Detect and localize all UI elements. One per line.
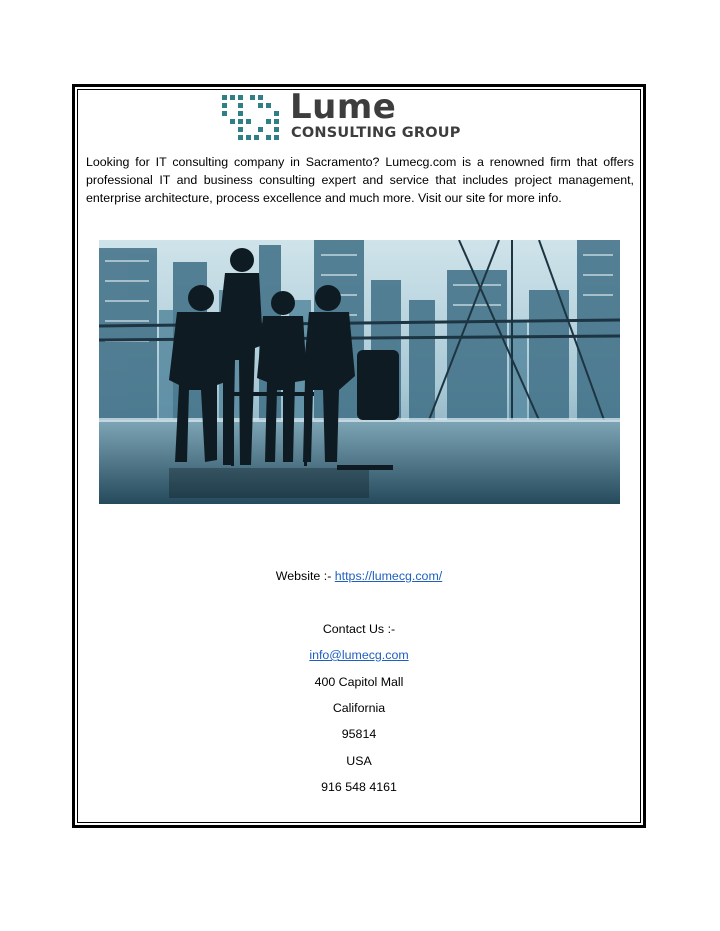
contact-email-line (77, 647, 641, 663)
intro-paragraph: Looking for IT consulting company in Sacramento? Lumecg.com is a renowned firm that offers professional IT and business consulting expert and service that includes project management, enterprise architecture, process excellence and much more. Visit our site for more info. (86, 155, 634, 206)
contact-country: USA (346, 754, 372, 768)
contact-zip: 95814 (341, 727, 377, 741)
contact-address: 400 Capitol Mall (314, 675, 404, 689)
contact-state: California (332, 701, 386, 715)
contact-heading: Contact Us :- (322, 622, 396, 636)
logo-subtitle: CONSULTING GROUP (291, 125, 461, 141)
website-link[interactable]: https://lumecg.com/ (334, 569, 443, 583)
logo-name: Lume (290, 87, 397, 127)
website-line (77, 568, 641, 584)
company-logo (222, 87, 502, 143)
business-meeting-photo (99, 240, 620, 504)
email-link[interactable]: info@lumecg.com (309, 648, 409, 662)
contact-phone: 916 548 4161 (321, 780, 397, 794)
website-label: Website :- (275, 569, 335, 583)
logo-mark-icon (222, 95, 284, 141)
